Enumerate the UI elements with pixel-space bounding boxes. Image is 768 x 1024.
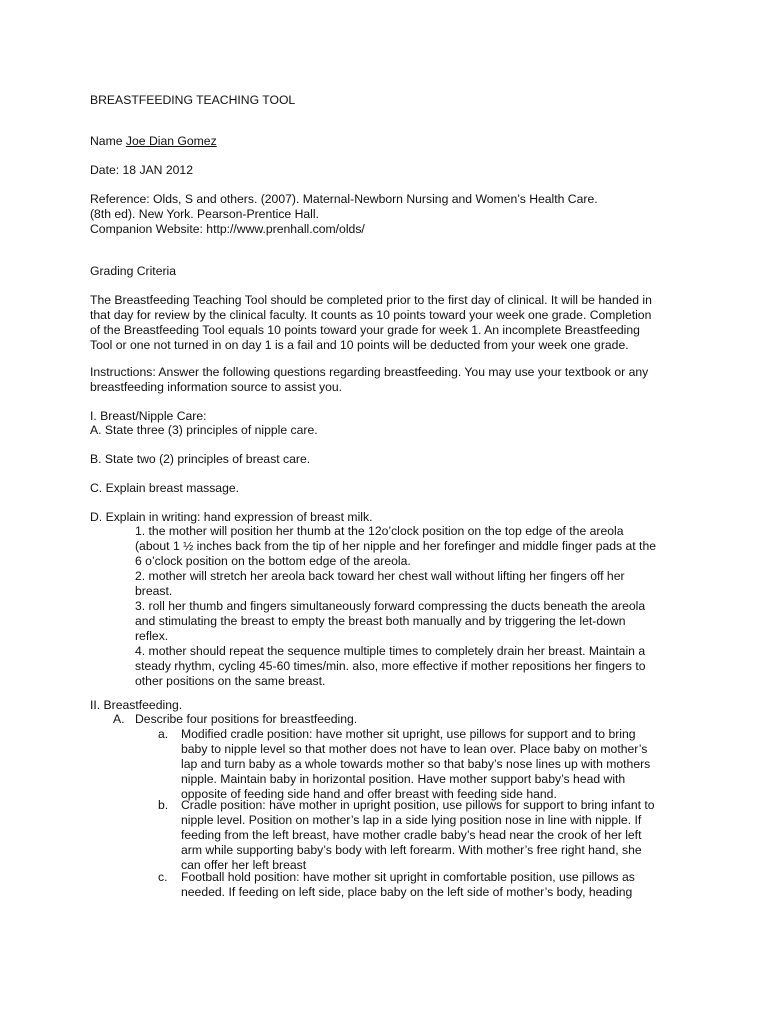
position-item-letter: a. xyxy=(158,727,169,741)
position-item-text xyxy=(181,798,681,873)
item-line: Football hold position: have mother sit upright in comfortable position, use pillows as xyxy=(181,870,635,884)
name-label: Name xyxy=(90,134,123,148)
step-line: steady rhythm, cycling 45-60 times/min. also, more effective if mother repositions her fingers to xyxy=(135,659,646,673)
item-line: Modified cradle position: have mother sit upright, use pillows for support and to bring xyxy=(181,727,636,741)
item-line: Cradle position: have mother in upright position, use pillows for support to bring infant to xyxy=(181,798,655,812)
step-line: (about 1 ½ inches back from the tip of her nipple and her forefinger and middle finger pads at the xyxy=(135,539,656,553)
item-line: opposite of feeding side hand and offer breast with feeding side hand. xyxy=(181,787,557,801)
grading-heading: Grading Criteria xyxy=(90,264,177,278)
name-value: Joe Dian Gomez xyxy=(125,134,217,148)
step-line: 2. mother will stretch her areola back toward her chest wall without lifting her fingers off her xyxy=(135,569,625,583)
step-line: and stimulating the breast to empty the breast both manually and by triggering the let-down xyxy=(135,614,626,628)
item-line: nipple level. Position on mother’s lap in a side lying position nose in line with nipple. If xyxy=(181,813,642,827)
step-line: 3. roll her thumb and fingers simultaneously forward compressing the ducts beneath the areola xyxy=(135,599,646,613)
item-line: can offer her left breast xyxy=(181,858,307,872)
step-line: breast. xyxy=(135,584,173,598)
step-line: 6 o’clock position on the bottom edge of the areola. xyxy=(135,554,411,568)
position-item-letter: b. xyxy=(158,798,169,812)
date-line: Date: 18 JAN 2012 xyxy=(90,163,193,177)
step-line: 4. mother should repeat the sequence multiple times to completely drain her breast. Maintain a xyxy=(135,644,646,658)
position-item-text xyxy=(181,727,681,802)
question-b: B. State two (2) principles of breast care. xyxy=(90,452,311,466)
paragraph-line: of the Breastfeeding Tool equals 10 points toward your grade for week 1. An incomplete Breastfeeding xyxy=(90,323,640,337)
paragraph-line: Tool or one not turned in on day 1 is a fail and 10 points will be deducted from your week one grade. xyxy=(90,338,629,352)
section2-heading: II. Breastfeeding. xyxy=(90,698,183,712)
instructions-paragraph xyxy=(90,365,680,395)
item-line: arm while supporting baby’s body with left forearm. With mother’s free right hand, she xyxy=(181,843,642,857)
question-a: A. State three (3) principles of nipple care. xyxy=(90,423,318,437)
reference-line: Reference: Olds, S and others. (2007). Maternal-Newborn Nursing and Women’s Health Care. xyxy=(90,192,598,206)
section2-question-text: Describe four positions for breastfeeding. xyxy=(135,712,358,726)
question-d: D. Explain in writing: hand expression of breast milk. xyxy=(90,510,373,524)
item-line: nipple. Maintain baby in horizontal position. Have mother support baby’s head with xyxy=(181,772,626,786)
name-line xyxy=(90,134,680,149)
reference-line: Companion Website: http://www.prenhall.com/olds/ xyxy=(90,222,365,236)
reference-block xyxy=(90,192,680,237)
section1-heading: I. Breast/Nipple Care: xyxy=(90,409,207,423)
section2-question-letter: A. xyxy=(113,712,125,726)
item-line: lap and turn baby as a whole towards mother so that baby’s nose lines up with mothers xyxy=(181,757,651,771)
paragraph-line: that day for review by the clinical faculty. It counts as 10 points toward your week one grade. Completion xyxy=(90,308,652,322)
paragraph-line: Instructions: Answer the following questions regarding breastfeeding. You may use your textbook or any xyxy=(90,365,649,379)
paragraph-line: The Breastfeeding Teaching Tool should be completed prior to the first day of clinical. It will be handed in xyxy=(90,293,652,307)
paragraph-line: breastfeeding information source to assist you. xyxy=(90,380,343,394)
item-line: needed. If feeding on left side, place baby on the left side of mother’s body, heading xyxy=(181,885,633,899)
step-line: reflex. xyxy=(135,629,169,643)
position-item-text xyxy=(181,870,681,900)
grading-paragraph xyxy=(90,293,680,353)
position-item-letter: c. xyxy=(158,870,168,884)
step-line: other positions on the same breast. xyxy=(135,674,326,688)
document-title: BREASTFEEDING TEACHING TOOL xyxy=(90,93,296,107)
hand-expression-steps xyxy=(135,524,680,689)
question-c: C. Explain breast massage. xyxy=(90,481,240,495)
reference-line: (8th ed). New York. Pearson-Prentice Hall. xyxy=(90,207,319,221)
item-line: feeding from the left breast, have mother cradle baby’s head near the crook of her left xyxy=(181,828,642,842)
item-line: baby to nipple level so that mother does not have to lean over. Place baby on mother’s xyxy=(181,742,648,756)
step-line: 1. the mother will position her thumb at the 12o’clock position on the top edge of the areola xyxy=(135,524,624,538)
